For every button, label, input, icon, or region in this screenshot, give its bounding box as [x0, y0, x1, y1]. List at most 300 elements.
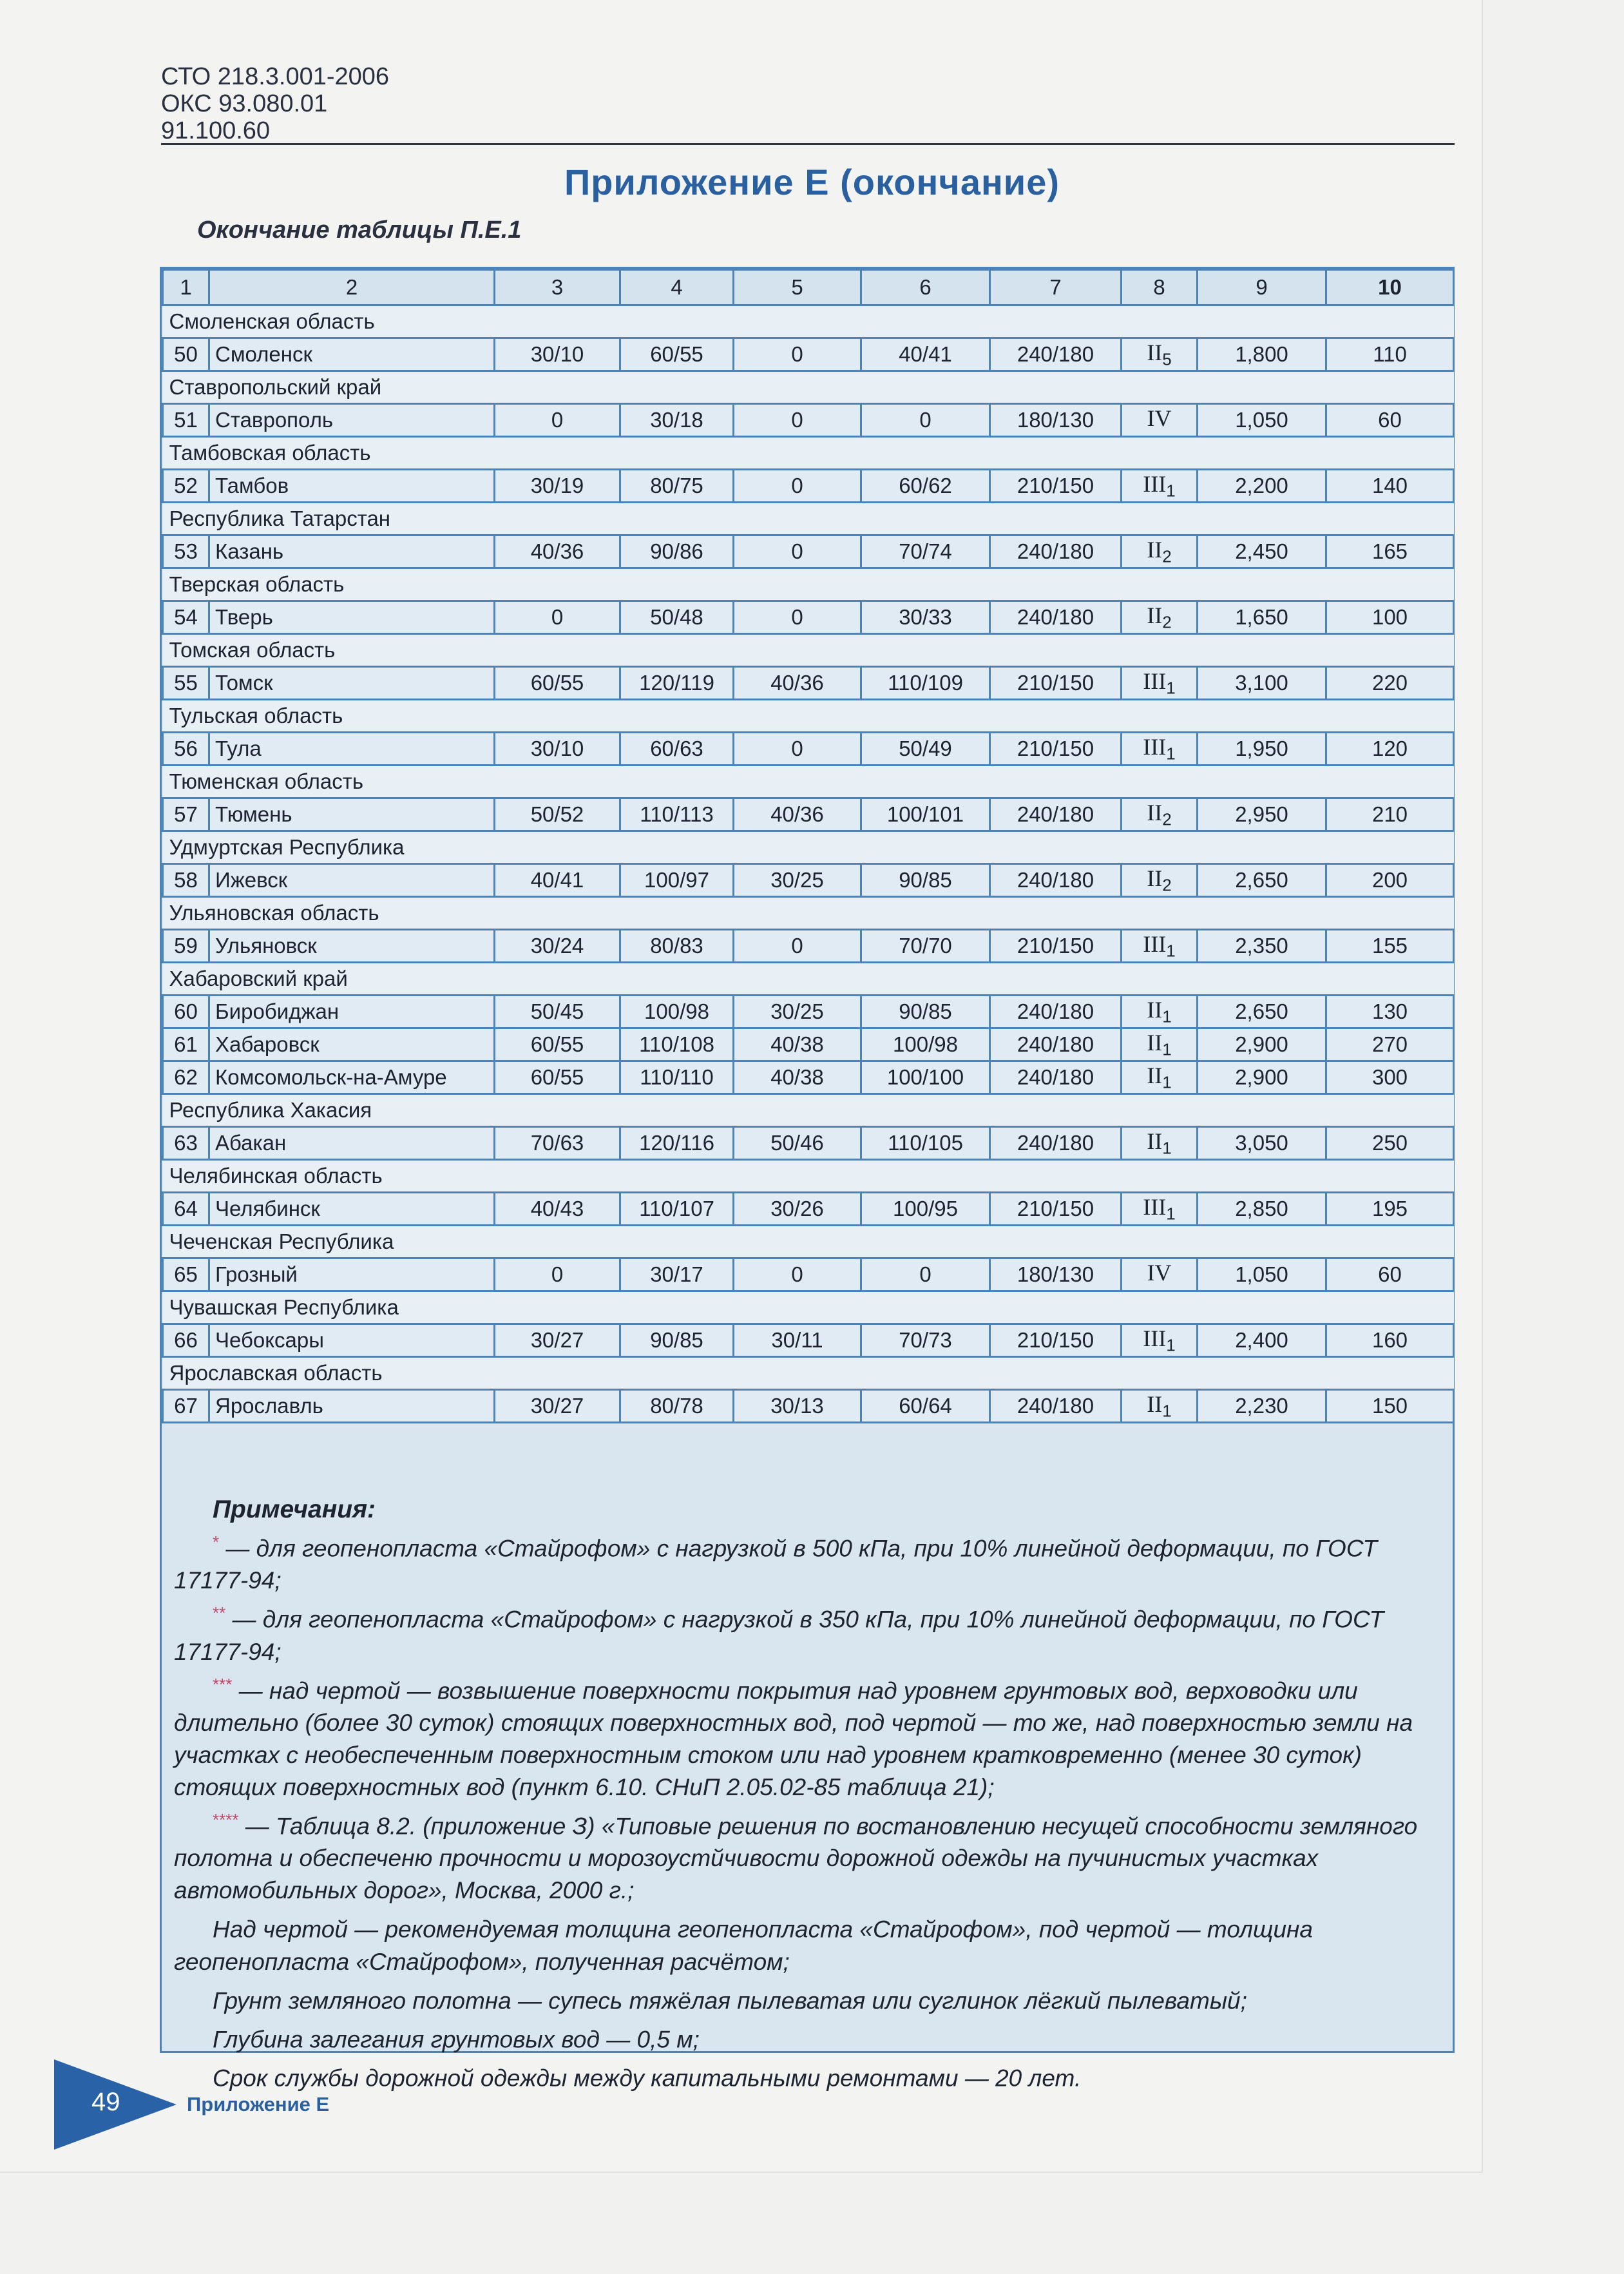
cell-col-1: 54 — [163, 601, 209, 634]
cell-col-3: 60/55 — [495, 667, 620, 700]
cell-climate-zone — [1122, 1324, 1198, 1357]
region-name: Тамбовская область — [163, 437, 1454, 470]
cell-col-7: 180/130 — [990, 404, 1122, 437]
table-row — [163, 1127, 1454, 1160]
cell-col-3: 0 — [495, 404, 620, 437]
region-name: Челябинская область — [163, 1160, 1454, 1193]
cell-col-5: 30/25 — [734, 864, 861, 897]
climate-zone-value: III — [1143, 734, 1167, 760]
cell-climate-zone — [1122, 798, 1198, 831]
cell-col-6: 100/100 — [861, 1061, 990, 1094]
cell-col-2: Томск — [209, 667, 495, 700]
cell-col-3: 40/43 — [495, 1193, 620, 1226]
cell-col-10: 130 — [1326, 996, 1454, 1028]
cell-col-2: Чебоксары — [209, 1324, 495, 1357]
cell-col-3: 50/52 — [495, 798, 620, 831]
cell-col-1: 50 — [163, 338, 209, 371]
table-row — [163, 733, 1454, 766]
region-name: Смоленская область — [163, 305, 1454, 338]
table-row — [163, 338, 1454, 371]
cell-col-4: 30/18 — [620, 404, 734, 437]
cell-col-3: 30/10 — [495, 338, 620, 371]
cell-col-6: 50/49 — [861, 733, 990, 766]
cell-climate-zone — [1122, 338, 1198, 371]
cell-col-10: 110 — [1326, 338, 1454, 371]
cell-col-10: 60 — [1326, 1258, 1454, 1291]
column-header-2: 2 — [209, 270, 495, 305]
cell-col-3: 30/19 — [495, 470, 620, 503]
oks-code: ОКС 93.080.01 — [161, 90, 328, 117]
climate-zone-subscript: 1 — [1166, 744, 1176, 764]
cell-col-9: 2,950 — [1198, 798, 1326, 831]
cell-col-4: 30/17 — [620, 1258, 734, 1291]
column-header-1: 1 — [163, 270, 209, 305]
cell-col-5: 40/36 — [734, 667, 861, 700]
note-text: — для геопенопласта «Стайрофом» с нагрузкой в 350 кПа, при 10% линейной деформации, по ГОСТ 17177-94; — [174, 1606, 1384, 1665]
cell-col-2: Тюмень — [209, 798, 495, 831]
column-header-9: 9 — [1198, 270, 1326, 305]
table-body — [163, 270, 1454, 1423]
climate-zone-value: II — [1147, 602, 1163, 629]
region-row — [163, 700, 1454, 733]
cell-col-6: 40/41 — [861, 338, 990, 371]
cell-col-5: 30/26 — [734, 1193, 861, 1226]
table-row — [163, 667, 1454, 700]
cell-col-6: 110/105 — [861, 1127, 990, 1160]
region-name: Тюменская область — [163, 766, 1454, 798]
cell-climate-zone — [1122, 1193, 1198, 1226]
cell-col-7: 240/180 — [990, 1061, 1122, 1094]
region-name: Чеченская Республика — [163, 1226, 1454, 1258]
cell-col-2: Челябинск — [209, 1193, 495, 1226]
cell-col-4: 60/63 — [620, 733, 734, 766]
cell-col-6: 0 — [861, 1258, 990, 1291]
region-row — [163, 305, 1454, 338]
region-row — [163, 1357, 1454, 1390]
climate-zone-subscript: 1 — [1166, 941, 1176, 961]
notes-list — [174, 1526, 1443, 2095]
cell-col-4: 100/97 — [620, 864, 734, 897]
climate-zone-value: II — [1147, 997, 1163, 1023]
notes-section — [174, 1494, 1443, 2095]
table-caption: Окончание таблицы П.Е.1 — [197, 217, 522, 244]
climate-zone-value: II — [1147, 865, 1163, 892]
cell-col-5: 30/25 — [734, 996, 861, 1028]
note-text: — для геопенопласта «Стайрофом» с нагрузкой в 500 кПа, при 10% линейной деформации, по ГОСТ 17177-94; — [174, 1535, 1377, 1594]
cell-col-10: 250 — [1326, 1127, 1454, 1160]
column-header-7: 7 — [990, 270, 1122, 305]
cell-col-1: 53 — [163, 535, 209, 568]
cell-col-5: 30/11 — [734, 1324, 861, 1357]
table-row — [163, 864, 1454, 897]
cell-col-7: 210/150 — [990, 1324, 1122, 1357]
cell-col-10: 100 — [1326, 601, 1454, 634]
region-name: Чувашская Республика — [163, 1291, 1454, 1324]
cell-col-6: 30/33 — [861, 601, 990, 634]
note-marker: **** — [213, 1809, 239, 1829]
cell-col-10: 300 — [1326, 1061, 1454, 1094]
cell-climate-zone — [1122, 601, 1198, 634]
cell-col-6: 110/109 — [861, 667, 990, 700]
cell-climate-zone — [1122, 470, 1198, 503]
cell-col-1: 64 — [163, 1193, 209, 1226]
table-row — [163, 798, 1454, 831]
climate-zone-subscript: 2 — [1162, 612, 1172, 632]
cell-col-6: 100/98 — [861, 1028, 990, 1061]
note-text: Над чертой — рекомендуемая толщина геопенопласта «Стайрофом», под чертой — толщина геопенопласта «Стайрофом», полученная расчётом; — [174, 1916, 1313, 1975]
cell-col-5: 0 — [734, 930, 861, 963]
region-row — [163, 1226, 1454, 1258]
cell-col-1: 52 — [163, 470, 209, 503]
cell-col-1: 56 — [163, 733, 209, 766]
cell-col-6: 100/101 — [861, 798, 990, 831]
cell-col-4: 60/55 — [620, 338, 734, 371]
cell-col-10: 210 — [1326, 798, 1454, 831]
table-row — [163, 404, 1454, 437]
cell-col-2: Абакан — [209, 1127, 495, 1160]
column-header-10: 10 — [1326, 270, 1454, 305]
cell-col-1: 67 — [163, 1390, 209, 1423]
cell-col-3: 30/27 — [495, 1390, 620, 1423]
cell-col-9: 1,050 — [1198, 1258, 1326, 1291]
cell-col-9: 2,400 — [1198, 1324, 1326, 1357]
cell-col-2: Тамбов — [209, 470, 495, 503]
table-row — [163, 1390, 1454, 1423]
cell-col-3: 30/10 — [495, 733, 620, 766]
region-row — [163, 897, 1454, 930]
cell-col-7: 240/180 — [990, 864, 1122, 897]
cell-col-6: 60/62 — [861, 470, 990, 503]
cell-col-9: 3,050 — [1198, 1127, 1326, 1160]
cell-climate-zone — [1122, 404, 1198, 437]
region-row — [163, 437, 1454, 470]
region-row — [163, 963, 1454, 996]
table-row — [163, 535, 1454, 568]
cell-col-3: 40/36 — [495, 535, 620, 568]
cell-col-10: 140 — [1326, 470, 1454, 503]
cell-col-10: 195 — [1326, 1193, 1454, 1226]
cell-col-7: 210/150 — [990, 1193, 1122, 1226]
climate-zone-subscript: 1 — [1166, 678, 1176, 698]
climate-zone-subscript: 1 — [1166, 1204, 1176, 1224]
cell-col-9: 2,450 — [1198, 535, 1326, 568]
cell-col-7: 240/180 — [990, 601, 1122, 634]
note-marker: ** — [213, 1603, 226, 1623]
cell-col-5: 0 — [734, 470, 861, 503]
cell-col-4: 100/98 — [620, 996, 734, 1028]
climate-zone-subscript: 1 — [1162, 1072, 1172, 1092]
cell-col-6: 70/73 — [861, 1324, 990, 1357]
cell-col-1: 58 — [163, 864, 209, 897]
cell-col-9: 2,230 — [1198, 1390, 1326, 1423]
standard-code: СТО 218.3.001-2006 — [161, 63, 390, 90]
note-item — [174, 1804, 1443, 1907]
cell-col-7: 210/150 — [990, 470, 1122, 503]
climate-zone-value: II — [1147, 800, 1163, 826]
table-row — [163, 1061, 1454, 1094]
cell-col-6: 90/85 — [861, 996, 990, 1028]
cell-col-9: 2,900 — [1198, 1061, 1326, 1094]
note-item — [174, 1597, 1443, 1668]
cell-climate-zone — [1122, 1127, 1198, 1160]
note-text: Грунт земляного полотна — супесь тяжёлая пылеватая или суглинок лёгкий пылеватый; — [213, 1987, 1247, 2014]
climate-zone-subscript: 1 — [1162, 1138, 1172, 1158]
cell-col-5: 0 — [734, 338, 861, 371]
cell-col-3: 30/24 — [495, 930, 620, 963]
note-item — [174, 1668, 1443, 1804]
cell-col-7: 240/180 — [990, 798, 1122, 831]
cell-col-10: 220 — [1326, 667, 1454, 700]
cell-col-9: 2,650 — [1198, 996, 1326, 1028]
cell-col-2: Хабаровск — [209, 1028, 495, 1061]
cell-col-2: Комсомольск-на-Амуре — [209, 1061, 495, 1094]
cell-climate-zone — [1122, 535, 1198, 568]
oks-code-secondary: 91.100.60 — [161, 117, 271, 144]
region-row — [163, 766, 1454, 798]
cell-col-1: 51 — [163, 404, 209, 437]
note-item — [174, 1526, 1443, 1597]
cell-climate-zone — [1122, 733, 1198, 766]
note-text: — Таблица 8.2. (приложение З) «Типовые решения по востановлению несущей способности земляного полотна и обеспеченю прочности и морозоустйчивости дорожной одежды на пучинистых участках автомобильных дорог», Москва, 2000 г.; — [174, 1813, 1418, 1904]
climate-zone-value: III — [1143, 471, 1167, 497]
table-header-row — [163, 270, 1454, 305]
cell-col-1: 62 — [163, 1061, 209, 1094]
region-name: Ярославская область — [163, 1357, 1454, 1390]
cell-col-4: 50/48 — [620, 601, 734, 634]
cell-col-5: 50/46 — [734, 1127, 861, 1160]
region-row — [163, 1291, 1454, 1324]
footer-section-label: Приложение Е — [187, 2093, 330, 2115]
region-row — [163, 503, 1454, 535]
cell-col-7: 240/180 — [990, 1390, 1122, 1423]
cell-col-7: 240/180 — [990, 535, 1122, 568]
cell-col-4: 90/85 — [620, 1324, 734, 1357]
cell-col-2: Казань — [209, 535, 495, 568]
cell-col-7: 240/180 — [990, 1127, 1122, 1160]
climate-zone-value: III — [1143, 1194, 1167, 1220]
document-codes — [161, 63, 389, 144]
cell-col-9: 1,800 — [1198, 338, 1326, 371]
cell-col-1: 66 — [163, 1324, 209, 1357]
region-row — [163, 1094, 1454, 1127]
cell-col-1: 65 — [163, 1258, 209, 1291]
note-item — [174, 2017, 1443, 2056]
cell-col-5: 0 — [734, 733, 861, 766]
cell-col-10: 270 — [1326, 1028, 1454, 1061]
cell-col-3: 0 — [495, 1258, 620, 1291]
cell-col-3: 70/63 — [495, 1127, 620, 1160]
region-name: Хабаровский край — [163, 963, 1454, 996]
cell-col-9: 3,100 — [1198, 667, 1326, 700]
cell-col-7: 210/150 — [990, 930, 1122, 963]
cell-col-3: 60/55 — [495, 1061, 620, 1094]
region-name: Томская область — [163, 634, 1454, 667]
cell-col-9: 2,200 — [1198, 470, 1326, 503]
cell-col-9: 2,650 — [1198, 864, 1326, 897]
cell-col-5: 30/13 — [734, 1390, 861, 1423]
cell-col-2: Ульяновск — [209, 930, 495, 963]
cell-col-5: 0 — [734, 1258, 861, 1291]
cell-col-2: Ижевск — [209, 864, 495, 897]
cell-col-7: 210/150 — [990, 667, 1122, 700]
climate-zone-subscript: 2 — [1162, 809, 1172, 829]
note-marker: *** — [213, 1674, 233, 1694]
cell-col-7: 240/180 — [990, 1028, 1122, 1061]
climate-zone-value: II — [1147, 1391, 1163, 1418]
cell-col-3: 30/27 — [495, 1324, 620, 1357]
note-item — [174, 1978, 1443, 2017]
climate-zone-value: II — [1147, 1128, 1163, 1155]
cell-col-9: 2,850 — [1198, 1193, 1326, 1226]
climate-zone-value: III — [1143, 931, 1167, 958]
appendix-title: Приложение Е (окончание) — [564, 162, 1060, 202]
region-row — [163, 371, 1454, 404]
cell-climate-zone — [1122, 667, 1198, 700]
region-name: Республика Хакасия — [163, 1094, 1454, 1127]
cell-col-3: 60/55 — [495, 1028, 620, 1061]
table-row — [163, 1193, 1454, 1226]
cell-climate-zone — [1122, 864, 1198, 897]
cell-col-4: 110/108 — [620, 1028, 734, 1061]
table-row — [163, 1028, 1454, 1061]
climate-zone-subscript: 1 — [1162, 1401, 1172, 1421]
region-name: Республика Татарстан — [163, 503, 1454, 535]
cell-col-2: Смоленск — [209, 338, 495, 371]
cell-col-4: 120/116 — [620, 1127, 734, 1160]
cell-col-7: 240/180 — [990, 996, 1122, 1028]
climate-zone-value: II — [1147, 537, 1163, 563]
climate-zone-subscript: 2 — [1162, 546, 1172, 566]
header-divider — [161, 143, 1455, 145]
cell-col-2: Ставрополь — [209, 404, 495, 437]
region-name: Тульская область — [163, 700, 1454, 733]
cell-col-2: Грозный — [209, 1258, 495, 1291]
notes-title: Примечания: — [213, 1496, 376, 1523]
cell-col-10: 60 — [1326, 404, 1454, 437]
note-marker: * — [213, 1532, 220, 1552]
cell-col-10: 200 — [1326, 864, 1454, 897]
cell-col-4: 110/107 — [620, 1193, 734, 1226]
table-row — [163, 601, 1454, 634]
cell-climate-zone — [1122, 996, 1198, 1028]
note-text: Срок службы дорожной одежды между капитальными ремонтами — 20 лет. — [213, 2065, 1082, 2092]
cell-col-6: 0 — [861, 404, 990, 437]
cell-col-5: 0 — [734, 601, 861, 634]
cell-col-1: 59 — [163, 930, 209, 963]
data-table — [162, 269, 1455, 1423]
cell-col-2: Тверь — [209, 601, 495, 634]
region-name: Ставропольский край — [163, 371, 1454, 404]
cell-col-4: 110/113 — [620, 798, 734, 831]
column-header-6: 6 — [861, 270, 990, 305]
cell-col-7: 180/130 — [990, 1258, 1122, 1291]
cell-col-5: 40/36 — [734, 798, 861, 831]
column-header-3: 3 — [495, 270, 620, 305]
cell-col-5: 40/38 — [734, 1028, 861, 1061]
cell-climate-zone — [1122, 1390, 1198, 1423]
cell-climate-zone — [1122, 930, 1198, 963]
cell-col-10: 165 — [1326, 535, 1454, 568]
cell-col-2: Биробиджан — [209, 996, 495, 1028]
cell-col-4: 90/86 — [620, 535, 734, 568]
cell-col-10: 155 — [1326, 930, 1454, 963]
column-header-8: 8 — [1122, 270, 1198, 305]
climate-zone-value: II — [1147, 340, 1163, 366]
climate-zone-value: III — [1143, 1325, 1167, 1352]
cell-col-9: 1,650 — [1198, 601, 1326, 634]
region-name: Ульяновская область — [163, 897, 1454, 930]
cell-col-9: 1,050 — [1198, 404, 1326, 437]
note-item — [174, 2056, 1443, 2094]
region-row — [163, 634, 1454, 667]
climate-zone-value: II — [1147, 1030, 1163, 1056]
cell-col-10: 120 — [1326, 733, 1454, 766]
cell-climate-zone — [1122, 1061, 1198, 1094]
column-header-4: 4 — [620, 270, 734, 305]
cell-col-5: 0 — [734, 535, 861, 568]
region-row — [163, 1160, 1454, 1193]
climate-zone-subscript: 2 — [1162, 875, 1172, 895]
cell-col-10: 150 — [1326, 1390, 1454, 1423]
cell-col-3: 0 — [495, 601, 620, 634]
cell-col-1: 60 — [163, 996, 209, 1028]
table-row — [163, 1324, 1454, 1357]
page-number: 49 — [91, 2088, 120, 2116]
climate-zone-subscript: 1 — [1166, 1335, 1176, 1355]
cell-col-1: 63 — [163, 1127, 209, 1160]
cell-col-2: Тула — [209, 733, 495, 766]
climate-zone-value: II — [1147, 1063, 1163, 1089]
cell-col-1: 61 — [163, 1028, 209, 1061]
cell-col-7: 210/150 — [990, 733, 1122, 766]
cell-col-6: 100/95 — [861, 1193, 990, 1226]
climate-zone-subscript: 1 — [1162, 1007, 1172, 1026]
table-row — [163, 470, 1454, 503]
cell-col-5: 40/38 — [734, 1061, 861, 1094]
cell-col-1: 57 — [163, 798, 209, 831]
cell-col-5: 0 — [734, 404, 861, 437]
climate-zone-value: IV — [1147, 405, 1172, 432]
cell-col-9: 2,900 — [1198, 1028, 1326, 1061]
cell-col-2: Ярославль — [209, 1390, 495, 1423]
cell-col-7: 240/180 — [990, 338, 1122, 371]
cell-col-6: 70/70 — [861, 930, 990, 963]
cell-climate-zone — [1122, 1258, 1198, 1291]
region-name: Тверская область — [163, 568, 1454, 601]
climate-zone-subscript: 1 — [1166, 481, 1176, 501]
region-row — [163, 568, 1454, 601]
cell-climate-zone — [1122, 1028, 1198, 1061]
cell-col-3: 50/45 — [495, 996, 620, 1028]
cell-col-6: 70/74 — [861, 535, 990, 568]
cell-col-9: 1,950 — [1198, 733, 1326, 766]
region-row — [163, 831, 1454, 864]
note-text: — над чертой — возвышение поверхности покрытия над уровнем грунтовых вод, верховодки или длительно (более 30 суток) стоящих поверхностных вод, под чертой — то же, над поверхностью земли на участках с необеспеченным поверхностным стоком или над уровнем кратковременно (менее 30 суток) стоящих поверхностных вод (пункт 6.10. СНиП 2.05.02-85 таблица 21); — [174, 1677, 1413, 1800]
cell-col-4: 110/110 — [620, 1061, 734, 1094]
table-row — [163, 996, 1454, 1028]
climate-zone-value: IV — [1147, 1260, 1172, 1286]
climate-zone-value: III — [1143, 668, 1167, 695]
region-name: Удмуртская Республика — [163, 831, 1454, 864]
cell-col-9: 2,350 — [1198, 930, 1326, 963]
cell-col-4: 80/78 — [620, 1390, 734, 1423]
cell-col-6: 60/64 — [861, 1390, 990, 1423]
table-row — [163, 930, 1454, 963]
cell-col-10: 160 — [1326, 1324, 1454, 1357]
cell-col-4: 120/119 — [620, 667, 734, 700]
table-row — [163, 1258, 1454, 1291]
climate-zone-subscript: 5 — [1162, 349, 1172, 369]
